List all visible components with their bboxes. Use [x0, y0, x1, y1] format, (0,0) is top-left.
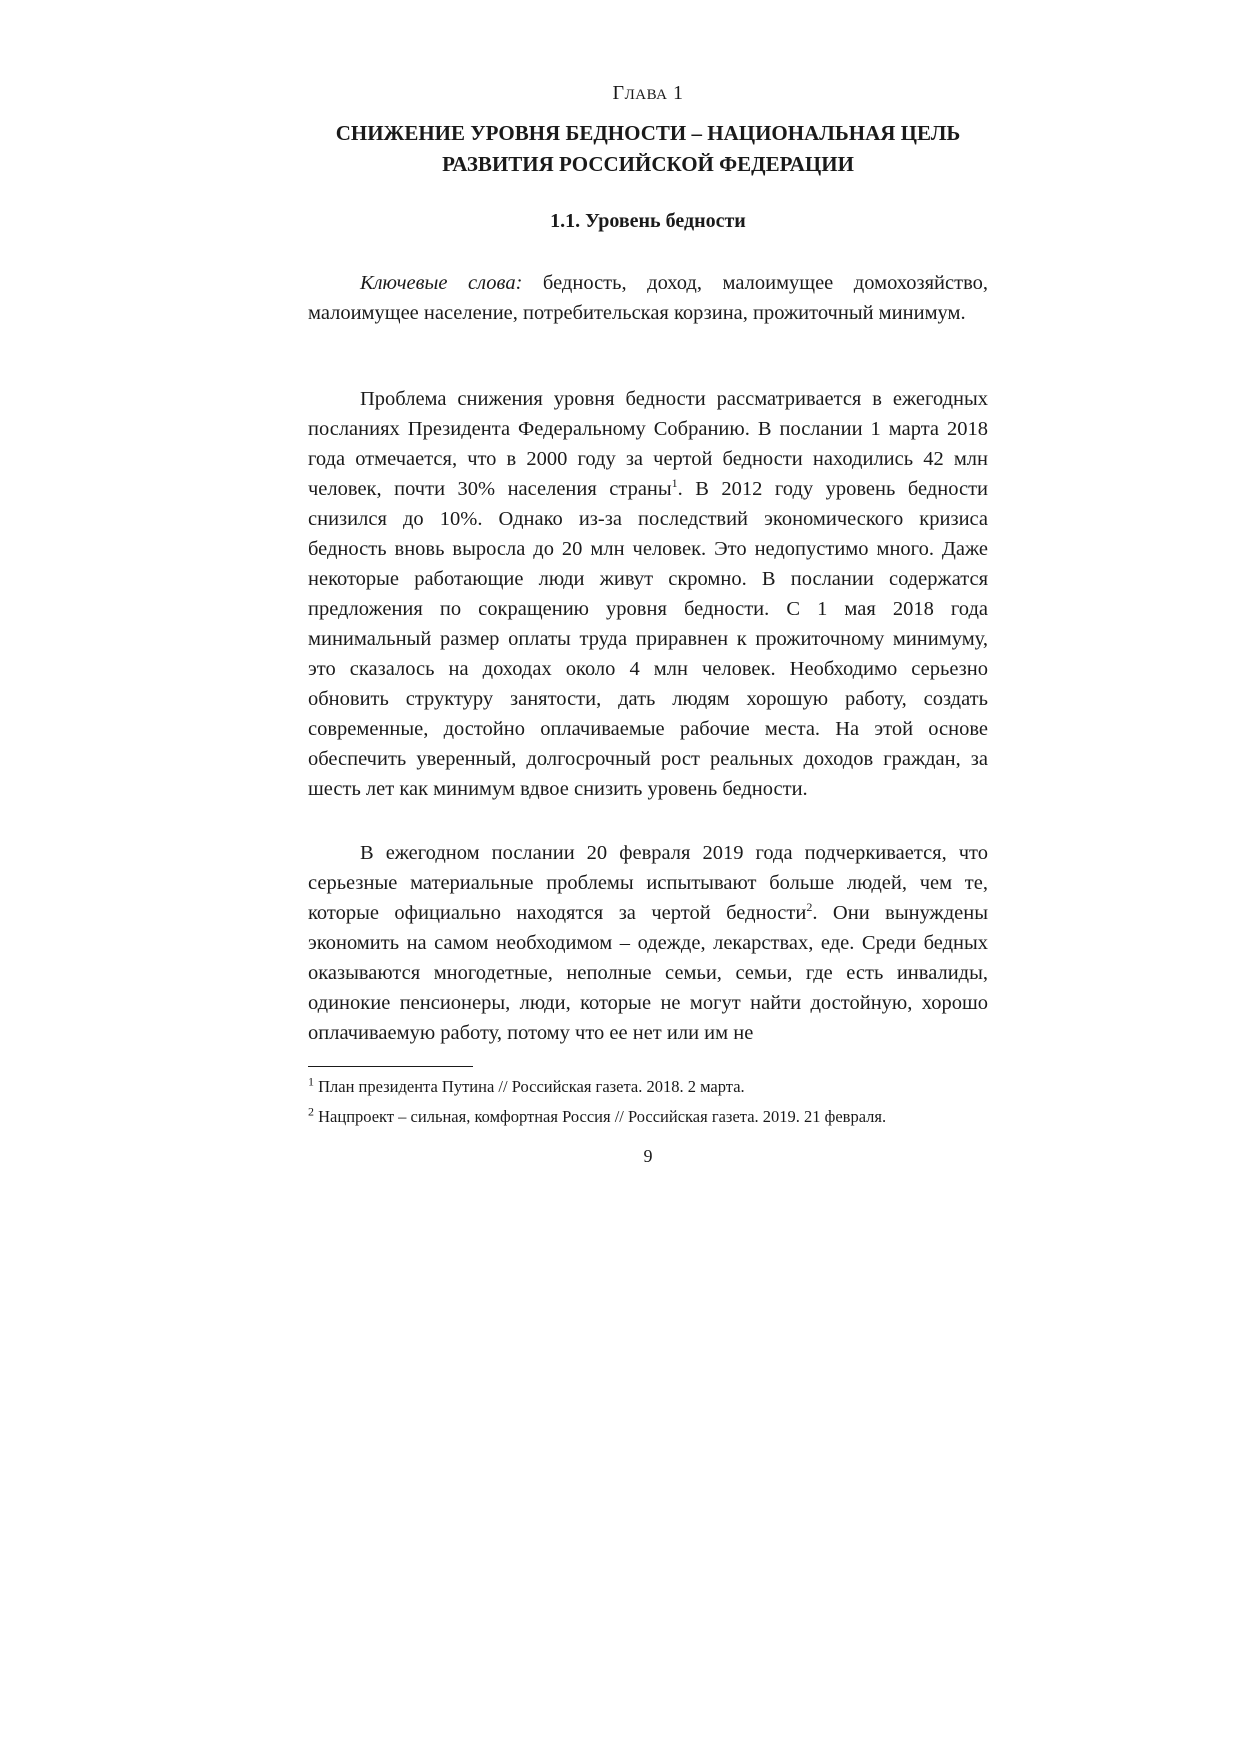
body-paragraph-2 — [308, 838, 988, 1048]
keywords-paragraph — [308, 268, 988, 328]
chapter-label — [308, 82, 988, 105]
page-number: 9 — [643, 1146, 653, 1166]
paragraph-1-text-b: . В 2012 году уровень бедности снизился до 10%. Однако из-за последствий экономического кризиса бедность вновь выросла до 20 млн человек. Это недопустимо много. Даже некоторые работающие люди живут скромно. В послании содержатся предложения по сокращению уровня бедности. С 1 мая 2018 года минимальный размер оплаты труда приравнен к прожиточному минимуму, это сказалось на доходах около 4 млн человек. Необходимо серьезно обновить структуру занятости, дать людям хорошую работу, создать современные, достойно оплачиваемые рабочие места. На этой основе обеспечить уверенный, долгосрочный рост реальных доходов граждан, за шесть лет как минимум вдвое снизить уровень бедности. — [308, 478, 988, 800]
section-heading: 1.1. Уровень бедности — [550, 210, 746, 232]
keywords-label: Ключевые слова: — [360, 272, 523, 294]
chapter-title-line-1: СНИЖЕНИЕ УРОВНЯ БЕДНОСТИ – НАЦИОНАЛЬНАЯ ЦЕЛЬ — [335, 121, 961, 145]
chapter-title — [308, 118, 988, 180]
chapter-title-line-2: РАЗВИТИЯ РОССИЙСКОЙ ФЕДЕРАЦИИ — [442, 152, 854, 176]
chapter-number: 1 — [672, 82, 684, 104]
body-paragraph-1 — [308, 384, 988, 804]
paragraph-1-text-a: Проблема снижения уровня бедности рассматривается в ежегодных посланиях Президента Федеральному Собранию. В послании 1 марта 2018 года отмечается, что в 2000 году за чертой бедности находились 42 млн человек, почти 30% населения страны — [308, 388, 988, 500]
footnote-1 — [308, 1076, 1008, 1098]
keywords-text: бедность, доход, малоимущее домохозяйство, малоимущее население, потребительская корзина, прожиточный минимум. — [308, 272, 989, 324]
footnote-1-number: 1 — [308, 1074, 314, 1089]
chapter-word-rest: ЛАВА — [624, 87, 668, 103]
footnote-2 — [308, 1106, 1008, 1128]
footnote-ref-1: 1 — [671, 476, 678, 491]
chapter-first-letter: Г — [612, 82, 625, 104]
paragraph-2-text-a: В ежегодном послании 20 февраля 2019 года подчеркивается, что серьезные материальные проблемы испытывают больше людей, чем те, которые официально находятся за чертой бедности — [308, 842, 988, 924]
footnote-2-text: Нацпроект – сильная, комфортная Россия // Российская газета. 2019. 21 февраля. — [314, 1107, 887, 1126]
paragraph-2-text-b: . Они вынуждены экономить на самом необходимом – одежде, лекарствах, еде. Среди бедных оказываются многодетные, неполные семьи, семьи, где есть инвалиды, одинокие пенсионеры, люди, которые не могут найти достойную, хорошо оплачиваемую работу, потому что ее нет или им не — [308, 902, 988, 1044]
footnote-separator — [308, 1066, 473, 1067]
footnote-2-number: 2 — [308, 1104, 314, 1119]
footnote-1-text: План президента Путина // Российская газета. 2018. 2 марта. — [314, 1077, 745, 1096]
footnote-ref-2: 2 — [806, 900, 813, 915]
